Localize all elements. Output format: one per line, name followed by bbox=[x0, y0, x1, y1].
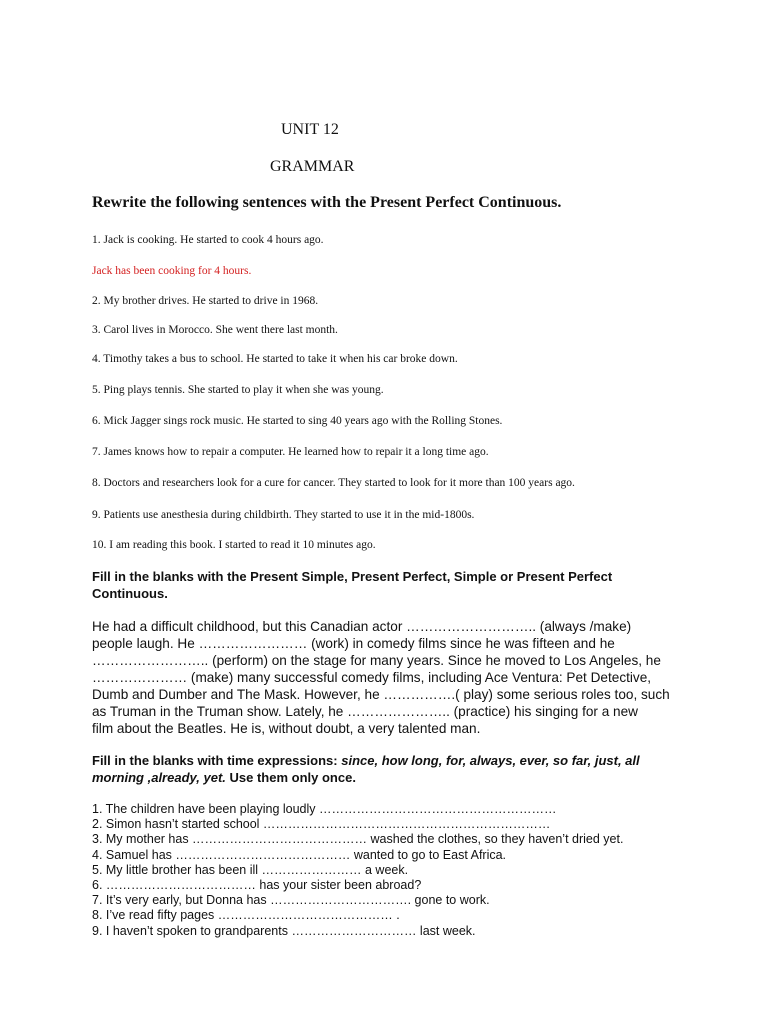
exercise1-item-9: 9. Patients use anesthesia during childbirth. They started to use it in the mid-1800s. bbox=[92, 509, 475, 521]
exercise3-instruction-suffix: Use them only once. bbox=[225, 770, 356, 785]
unit-title: UNIT 12 bbox=[281, 121, 339, 138]
exercise1-item-10: 10. I am reading this book. I started to read it 10 minutes ago. bbox=[92, 539, 376, 551]
exercise3-instruction-terms-cont: morning ,already, yet. bbox=[92, 770, 226, 785]
exercise3-instruction-line1 bbox=[92, 752, 640, 769]
paragraph-line: He had a difficult childhood, but this Canadian actor ……………………….. (always /make) bbox=[92, 619, 632, 634]
exercise1-item-1: 1. Jack is cooking. He started to cook 4 hours ago. bbox=[92, 234, 324, 246]
exercise3-item-2: 2. Simon hasn’t started school …………………………………………………………… bbox=[92, 817, 551, 832]
exercise3-item-8: 8. I’ve read fifty pages …………………………………… . bbox=[92, 908, 400, 923]
paragraph-line: ………………… (make) many successful comedy films, including Ace Ventura: Pet Detective, bbox=[92, 670, 652, 685]
exercise3-item-6: 6. ……………………………… has your sister been abroad? bbox=[92, 878, 422, 893]
exercise1-item-6: 6. Mick Jagger sings rock music. He started to sing 40 years ago with the Rolling Stones. bbox=[92, 415, 503, 427]
exercise3-instruction-terms: since, how long, for, always, ever, so far, just, all bbox=[341, 753, 640, 768]
exercise1-item-4: 4. Timothy takes a bus to school. He started to take it when his car broke down. bbox=[92, 353, 458, 365]
paragraph-line: …………………….. (perform) on the stage for many years. Since he moved to Los Angeles, he bbox=[92, 653, 661, 668]
exercise1-item-7: 7. James knows how to repair a computer. He learned how to repair it a long time ago. bbox=[92, 446, 489, 458]
exercise1-item-5: 5. Ping plays tennis. She started to play it when she was young. bbox=[92, 384, 384, 396]
exercise3-list bbox=[92, 802, 623, 939]
exercise3-instruction-line2 bbox=[92, 769, 356, 786]
exercise2-paragraph bbox=[92, 618, 702, 737]
exercise3-item-1: 1. The children have been playing loudly ………………………………………………… bbox=[92, 802, 557, 816]
paragraph-line: people laugh. He …………………… (work) in comedy films since he was fifteen and he bbox=[92, 636, 615, 651]
exercise3-item-7: 7. It’s very early, but Donna has ……………………………. gone to work. bbox=[92, 893, 490, 908]
exercise1-example-answer: Jack has been cooking for 4 hours. bbox=[92, 265, 252, 277]
exercise1-item-3: 3. Carol lives in Morocco. She went there last month. bbox=[92, 324, 338, 336]
paragraph-line: film about the Beatles. He is, without doubt, a very talented man. bbox=[92, 721, 481, 736]
exercise3-item-3: 3. My mother has …………………………………… washed the clothes, so they haven’t dried yet. bbox=[92, 832, 624, 847]
exercise1-item-8: 8. Doctors and researchers look for a cure for cancer. They started to look for it more than 100 years ago. bbox=[92, 477, 575, 489]
exercise2-instruction-line1: Fill in the blanks with the Present Simple, Present Perfect, Simple or Present Perfect bbox=[92, 569, 613, 584]
paragraph-line: as Truman in the Truman show. Lately, he ………………….. (practice) his singing for a new bbox=[92, 704, 638, 719]
exercise3-item-5: 5. My little brother has been ill …………………… a week. bbox=[92, 862, 409, 877]
paragraph-line: Dumb and Dumber and The Mask. However, he …………….( play) some serious roles too, such bbox=[92, 687, 670, 702]
exercise3-instruction-prefix: Fill in the blanks with time expressions: bbox=[92, 753, 342, 768]
exercise1-instruction: Rewrite the following sentences with the Present Perfect Continuous. bbox=[92, 194, 562, 211]
exercise2-instruction-line2: Continuous. bbox=[92, 586, 168, 601]
section-title: GRAMMAR bbox=[270, 158, 355, 175]
exercise3-item-9: 9. I haven’t spoken to grandparents ………………………… last week. bbox=[92, 923, 476, 938]
exercise3-item-4: 4. Samuel has …………………………………… wanted to go to East Africa. bbox=[92, 847, 507, 862]
exercise1-item-2: 2. My brother drives. He started to drive in 1968. bbox=[92, 295, 319, 307]
